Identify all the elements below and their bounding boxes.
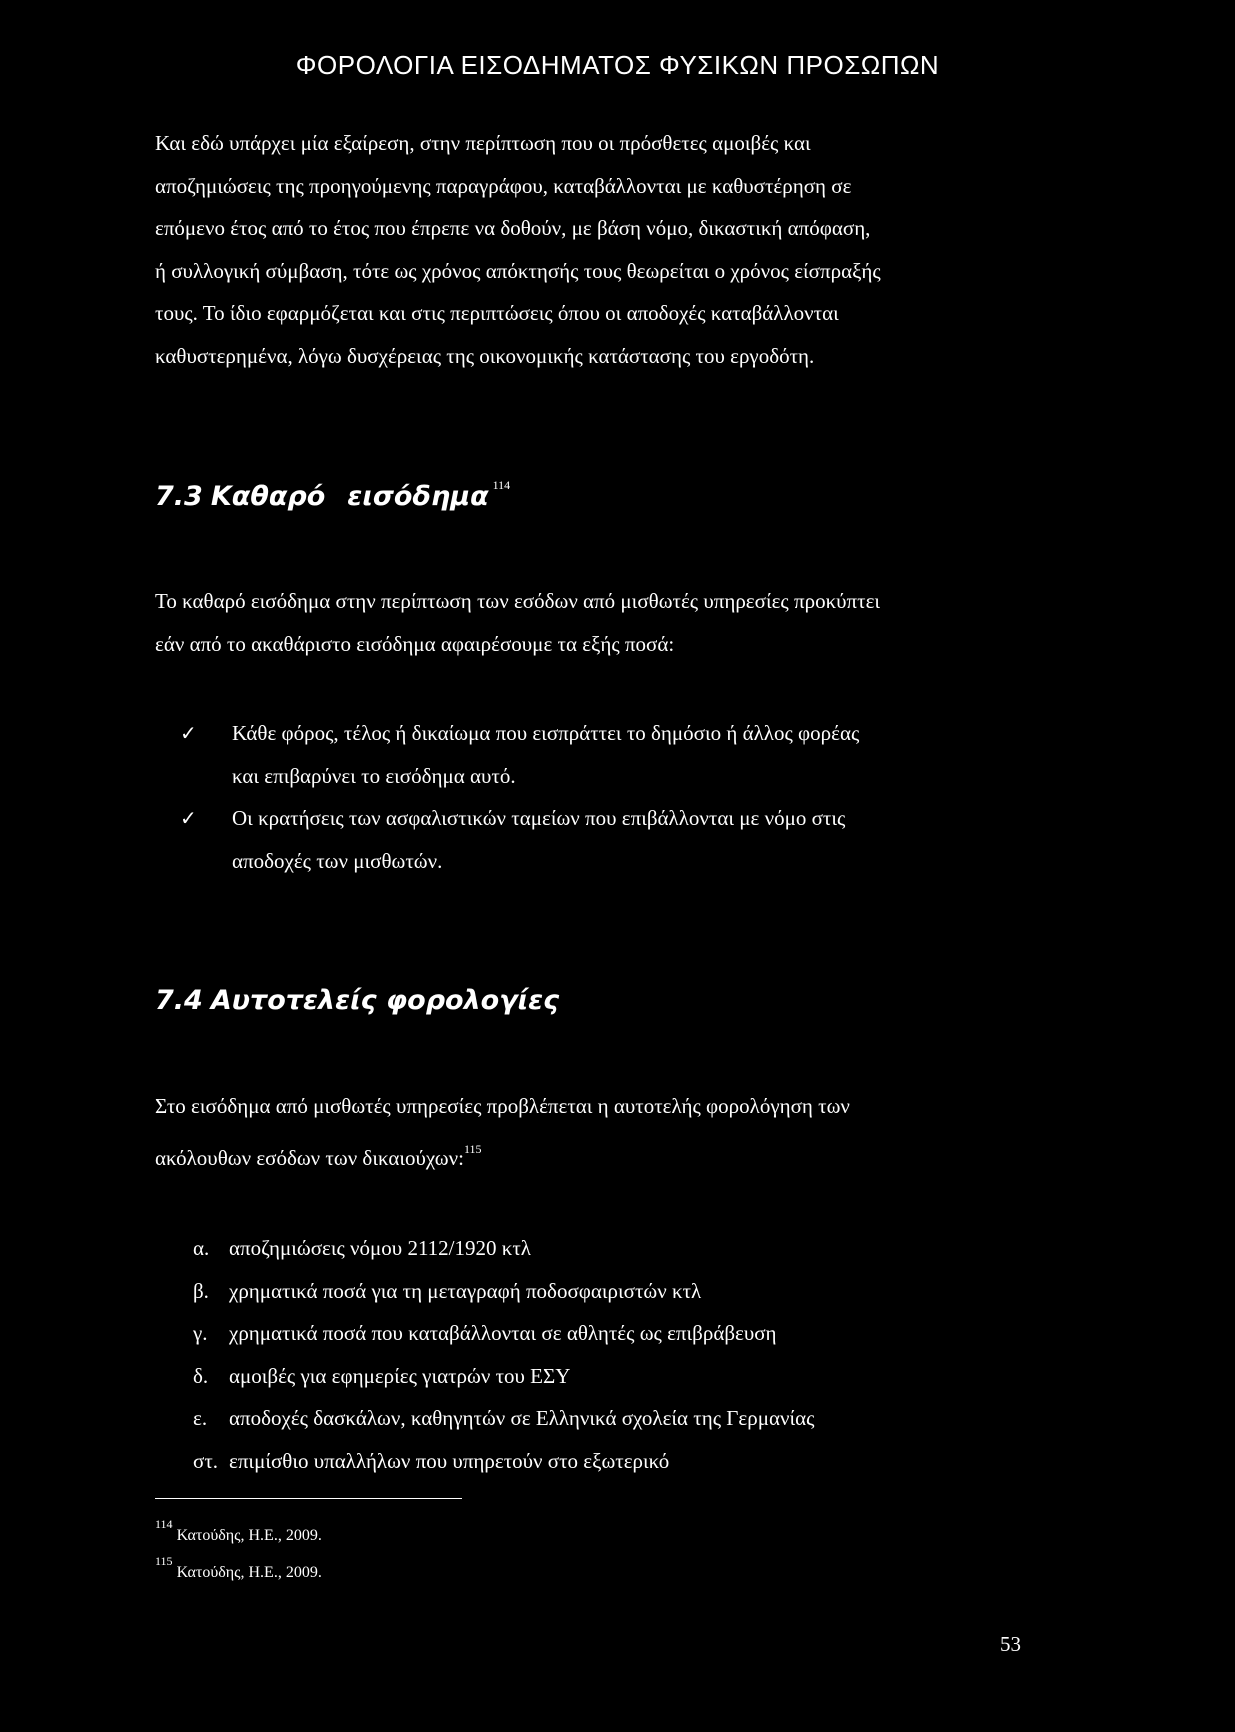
- footnote: [155, 1554, 322, 1582]
- footnote-reference: 115: [463, 1141, 482, 1156]
- list-item: [193, 1227, 814, 1270]
- list-marker: δ.: [193, 1363, 209, 1388]
- footnote-reference: 114: [492, 478, 511, 492]
- footnote: [155, 1517, 322, 1545]
- list-item-text: αποδοχές των μισθωτών.: [232, 848, 443, 873]
- list-marker: β.: [193, 1278, 209, 1303]
- section-heading-7-4: [155, 985, 559, 1016]
- paragraph-line: επόμενο έτος από το έτος που έπρεπε να δοθούν, με βάση νόμο, δικαστική απόφαση,: [155, 216, 871, 240]
- list-item-text: και επιβαρύνει το εισόδημα αυτό.: [232, 763, 516, 788]
- list-item: [193, 1312, 814, 1355]
- paragraph-line: εάν από το ακαθάριστο εισόδημα αφαιρέσουμε τα εξής ποσά:: [155, 631, 675, 656]
- list-item: [180, 712, 1035, 797]
- list-item-text: Οι κρατήσεις των ασφαλιστικών ταμείων που επιβάλλονται με νόμο στις: [232, 806, 846, 830]
- paragraph-line: Στο εισόδημα από μισθωτές υπηρεσίες προβλέπεται η αυτοτελής φορολόγηση των: [155, 1094, 850, 1118]
- checkmark-icon: ✓: [180, 806, 197, 830]
- footnote-separator: [155, 1498, 462, 1499]
- list-item-text: αμοιβές για εφημερίες γιατρών του ΕΣΥ: [229, 1363, 571, 1388]
- paragraph-line: τους. Το ίδιο εφαρμόζεται και στις περιπτώσεις όπου οι αποδοχές καταβάλλονται: [155, 301, 839, 325]
- footnote-number: 115: [155, 1554, 173, 1568]
- list-item: [193, 1440, 814, 1483]
- list-item-text: χρηματικά ποσά για τη μεταγραφή ποδοσφαιριστών κτλ: [229, 1278, 702, 1303]
- list-item-text: αποδοχές δασκάλων, καθηγητών σε Ελληνικά σχολεία της Γερμανίας: [229, 1406, 815, 1430]
- list-item: [193, 1355, 814, 1398]
- footnote-text: Κατούδης, Η.Ε., 2009.: [176, 1527, 322, 1544]
- paragraph-line: Το καθαρό εισόδημα στην περίπτωση των εσόδων από μισθωτές υπηρεσίες προκύπτει: [155, 589, 881, 613]
- list-item-text: Κάθε φόρος, τέλος ή δικαίωμα που εισπράττει το δημόσιο ή άλλος φορέας: [232, 721, 860, 745]
- separate-taxation-paragraph: [155, 1085, 1035, 1179]
- footnote-number: 114: [155, 1517, 173, 1531]
- list-item: [193, 1397, 814, 1440]
- net-income-paragraph: [155, 580, 1035, 665]
- paragraph-line: καθυστερημένα, λόγω δυσχέρειας της οικονομικής κατάστασης του εργοδότη.: [155, 343, 815, 368]
- list-item-text: αποζημιώσεις νόμου 2112/1920 κτλ: [229, 1236, 531, 1260]
- paragraph-line: Και εδώ υπάρχει μία εξαίρεση, στην περίπτωση που οι πρόσθετες αμοιβές και: [155, 131, 811, 155]
- section-title-word: εισόδημα: [347, 481, 489, 512]
- list-item-text: χρηματικά ποσά που καταβάλλονται σε αθλητές ως επιβράβευση: [229, 1321, 777, 1345]
- checkmark-icon: ✓: [180, 721, 197, 745]
- section-number: 7.4: [155, 985, 203, 1016]
- deductions-list: [180, 712, 1035, 882]
- list-marker: α.: [193, 1236, 210, 1260]
- paragraph-text: ακόλουθων εσόδων των δικαιούχων:: [155, 1145, 464, 1170]
- section-number: 7.3: [155, 481, 203, 512]
- list-item: [180, 797, 1035, 882]
- list-item: [193, 1270, 814, 1313]
- paragraph-line: [155, 1128, 1035, 1180]
- income-items-list: [193, 1227, 814, 1482]
- section-title: Αυτοτελείς φορολογίες: [210, 985, 560, 1016]
- footnote-text: Κατούδης, Η.Ε., 2009.: [176, 1564, 322, 1581]
- list-marker: ε.: [193, 1406, 208, 1430]
- section-title-word: Καθαρό: [210, 481, 326, 512]
- page-number: 53: [1000, 1632, 1021, 1656]
- list-item-text: επιμίσθιο υπαλλήλων που υπηρετούν στο εξωτερικό: [229, 1448, 670, 1473]
- section-heading-7-3: [155, 478, 510, 512]
- list-marker: γ.: [193, 1321, 208, 1345]
- list-marker: στ.: [193, 1448, 219, 1473]
- intro-paragraph: [155, 122, 1035, 377]
- paragraph-line: αποζημιώσεις της προηγούμενης παραγράφου, καταβάλλονται με καθυστέρηση σε: [155, 173, 852, 198]
- running-header: ΦΟΡΟΛΟΓΙΑ ΕΙΣΟΔΗΜΑΤΟΣ ΦΥΣΙΚΩΝ ΠΡΟΣΩΠΩΝ: [295, 50, 940, 80]
- paragraph-line: ή συλλογική σύμβαση, τότε ως χρόνος απόκτησής τους θεωρείται ο χρόνος είσπραξής: [155, 258, 881, 283]
